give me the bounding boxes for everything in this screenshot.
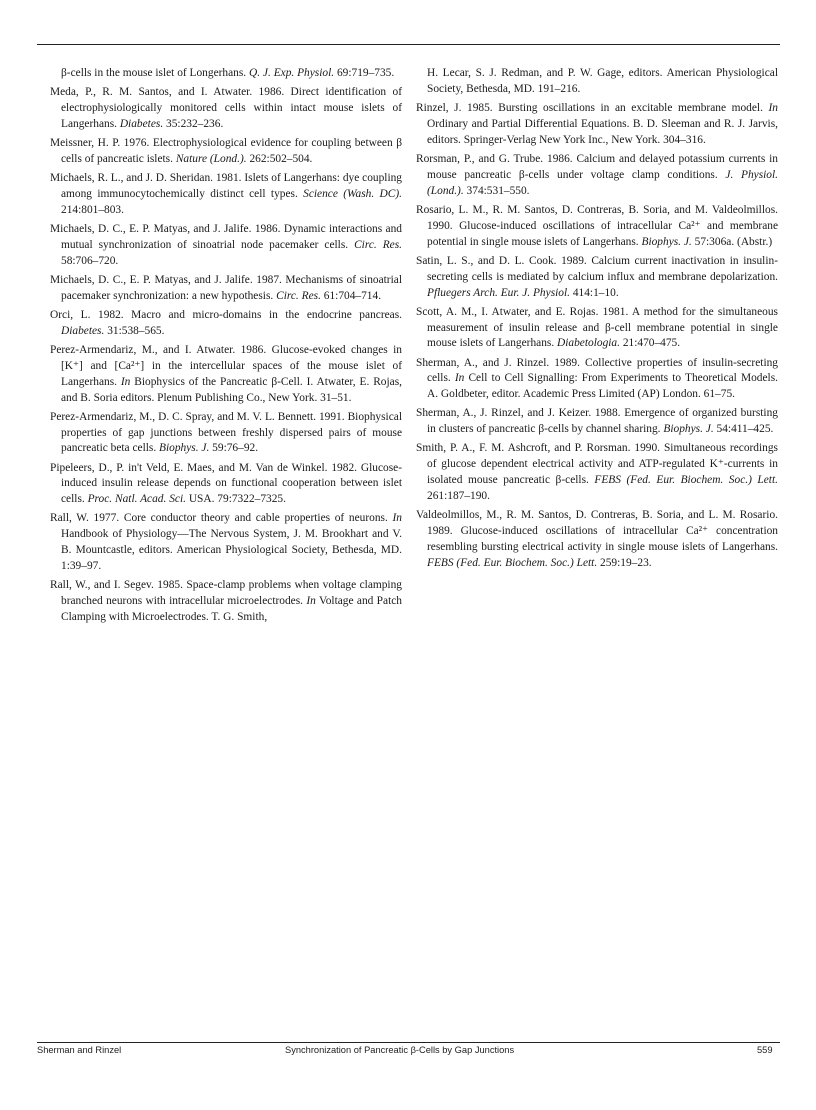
reference-journal: Nature (Lond.). <box>175 152 247 165</box>
header-rule <box>37 44 780 45</box>
reference-text: Meissner, H. P. 1976. Electrophysiological evidence for coupling between β cells of pancreatic islets. <box>50 137 402 165</box>
reference-text: Rall, W. 1977. Core conductor theory and cable properties of neurons. <box>50 512 393 525</box>
reference-text: 61:704–714. <box>320 289 382 302</box>
reference-text: 54:411–425. <box>713 423 774 436</box>
reference-text: Perez-Armendariz, M., D. C. Spray, and M. V. L. Bennett. 1991. Biophysical properties of gap junctions between freshly dispersed pairs of mouse pancreatic beta cells. <box>50 410 402 455</box>
reference-text: Rosario, L. M., R. M. Santos, D. Contreras, B. Soria, and M. Valdeolmillos. 1990. Glucose-induced oscillations of intracellular Ca²⁺ and membrane potential in single mouse islets of Langerhans. <box>416 203 778 248</box>
reference-text: Michaels, D. C., E. P. Matyas, and J. Jalife. 1987. Mechanisms of sinoatrial pacemaker synchronization: a new hypothesis. <box>50 273 402 302</box>
references-left-column <box>50 66 402 629</box>
reference-text: Pipeleers, D., P. in't Veld, E. Maes, and M. Van de Winkel. 1982. Glucose-induced insulin release depends on functional cooperation between islet cells. <box>50 461 402 506</box>
reference-text: Rorsman, P., and G. Trube. 1986. Calcium and delayed potassium currents in mouse pancreatic β-cells under voltage clamp conditions. <box>416 152 778 181</box>
reference-text: 414:1–10. <box>570 286 619 299</box>
footer-rule <box>37 1042 780 1043</box>
reference-entry <box>416 406 778 438</box>
reference-entry <box>50 578 402 626</box>
reference-text: Michaels, D. C., E. P. Matyas, and J. Jalife. 1986. Dynamic interactions and mutual synchronization of sinoatrial node pacemaker cells. <box>50 222 402 251</box>
reference-text: Rinzel, J. 1985. Bursting oscillations in an excitable membrane model. <box>416 102 769 114</box>
reference-text: β-cells in the mouse islet of Longerhans. <box>61 67 250 79</box>
reference-journal: In <box>120 375 131 388</box>
reference-journal: Circ. Res. <box>276 289 321 302</box>
reference-text: 259:19–23. <box>597 556 652 569</box>
reference-entry <box>416 356 778 404</box>
reference-entry <box>50 308 402 340</box>
reference-entry <box>50 511 402 575</box>
reference-journal: Diabetologia. <box>557 337 620 350</box>
reference-journal: In <box>392 512 402 525</box>
reference-text: USA. 79:7322–7325. <box>185 493 286 506</box>
reference-text: 69:719–735. <box>334 67 395 79</box>
reference-text: Smith, P. A., F. M. Ashcroft, and P. Rorsman. 1990. Simultaneous recordings of glucose dependent electrical activity and ATP-regulated K⁺-currents in isolated mouse pancreatic β-cells. <box>416 442 778 487</box>
reference-entry <box>50 136 402 168</box>
reference-entry <box>416 152 778 200</box>
reference-journal: FEBS (Fed. Eur. Biochem. Soc.) Lett. <box>427 556 598 569</box>
reference-journal: Circ. Res. <box>354 238 402 251</box>
reference-entry <box>416 441 778 505</box>
reference-journal: In <box>306 595 316 608</box>
reference-journal: Diabetes. <box>61 324 105 337</box>
reference-journal: Biophys. J. <box>641 235 692 248</box>
reference-journal: Science (Wash. DC). <box>303 187 402 200</box>
reference-entry <box>50 273 402 305</box>
reference-text: 214:801–803. <box>61 203 124 216</box>
reference-text: Biophysics of the Pancreatic β-Cell. I. Atwater, E. Rojas, and B. Soria editors. Plenum Publishing Co., New York. 31–51. <box>61 375 402 404</box>
reference-text: 35:232–236. <box>163 117 224 130</box>
footer-title: Synchronization of Pancreatic β-Cells by Gap Junctions <box>285 1045 515 1055</box>
reference-journal: In <box>768 102 778 114</box>
page-number: 559 <box>757 1045 773 1055</box>
reference-entry <box>50 461 402 509</box>
reference-text: Perez-Armendariz, M., and I. Atwater. 1986. Glucose-evoked changes in [K⁺] and [Ca²⁺] in the intercellular spaces of the mouse islet of Langerhans. <box>50 343 402 388</box>
reference-text: H. Lecar, S. J. Redman, and P. W. Gage, editors. American Physiological Society, Bethesda, MD. 191–216. <box>427 67 778 95</box>
reference-text: Voltage and Patch Clamping with Microelectrodes. T. G. Smith, <box>61 595 402 624</box>
reference-text: Satin, L. S., and D. L. Cook. 1989. Calcium current inactivation in insulin-secreting cells is mediated by calcium influx and membrane depolarization. <box>416 254 778 283</box>
reference-text: 262:502–504. <box>246 152 313 165</box>
reference-journal: Biophys. J. <box>159 442 210 455</box>
reference-text: Valdeolmillos, M., R. M. Santos, D. Contreras, B. Soria, and L. M. Rosario. 1989. Glucose-induced oscillations of intracellular Ca²⁺ concentration resembling bursting electrical activity in single mouse islets of Langerhans. <box>416 509 778 554</box>
reference-text: 374:531–550. <box>463 184 530 197</box>
reference-journal: In <box>454 372 465 385</box>
footer-authors: Sherman and Rinzel <box>37 1045 122 1055</box>
reference-entry <box>416 66 778 98</box>
reference-text: 58:706–720. <box>61 254 119 267</box>
reference-journal: Proc. Natl. Acad. Sci. <box>87 493 186 506</box>
reference-entry <box>50 85 402 133</box>
references-right-column <box>416 66 778 575</box>
reference-text: Michaels, R. L., and J. D. Sheridan. 1981. Islets of Langerhans: dye coupling among immunocytochemically distinct cell types. <box>50 172 402 200</box>
reference-entry <box>416 254 778 302</box>
reference-text: Scott, A. M., I. Atwater, and E. Rojas. 1981. A method for the simultaneous measurement of insulin release and β-cell membrane potential in single mouse islets of Langerhans. <box>416 305 778 350</box>
reference-text: 261:187–190. <box>427 490 490 503</box>
reference-text: Meda, P., R. M. Santos, and I. Atwater. 1986. Direct identification of electrophysiologically monitored cells within intact mouse islets of Langerhans. <box>50 86 402 130</box>
reference-text: Cell to Cell Signalling: From Experiments to Theoretical Models. A. Goldbeter, editor. Academic Press Limited (AP) London. 61–75. <box>427 372 778 401</box>
reference-entry <box>50 171 402 219</box>
reference-entry <box>50 222 402 270</box>
reference-text: 57:306a. (Abstr.) <box>691 235 773 248</box>
reference-text: Sherman, A., and J. Rinzel. 1989. Collective properties of insulin-secreting cells. <box>416 356 778 385</box>
reference-text: Handbook of Physiology—The Nervous System, J. M. Brookhart and V. B. Mountcastle, editors. American Physiological Society, Bethesda, MD. 1:39–97. <box>61 528 402 573</box>
reference-entry <box>416 101 778 149</box>
reference-text: Sherman, A., J. Rinzel, and J. Keizer. 1988. Emergence of organized bursting in clusters of pancreatic β-cells by channel sharing. <box>416 407 778 436</box>
reference-journal: FEBS (Fed. Eur. Biochem. Soc.) Lett. <box>594 474 778 487</box>
reference-journal: Diabetes. <box>119 117 164 130</box>
reference-entry <box>50 410 402 458</box>
reference-journal: Q. J. Exp. Physiol. <box>249 67 335 79</box>
reference-entry <box>416 305 778 353</box>
reference-entry <box>416 508 778 572</box>
reference-text: Rall, W., and I. Segev. 1985. Space-clamp problems when voltage clamping branched neurons with intracellular microelectrodes. <box>50 579 402 608</box>
reference-text: 31:538–565. <box>104 324 165 337</box>
reference-text: 21:470–475. <box>619 337 681 350</box>
reference-journal: Pfluegers Arch. Eur. J. Physiol. <box>427 286 570 299</box>
reference-entry <box>416 203 778 251</box>
reference-text: 59:76–92. <box>209 442 259 455</box>
reference-text: Ordinary and Partial Differential Equations. B. D. Sleeman and R. J. Jarvis, editors. Springer-Verlag New York Inc., New York. 304–316. <box>427 117 778 146</box>
reference-entry <box>50 343 402 407</box>
reference-text: Orci, L. 1982. Macro and micro-domains in the endocrine pancreas. <box>50 308 402 321</box>
reference-entry <box>50 66 402 82</box>
reference-journal: J. Physiol. (Lond.). <box>427 168 779 197</box>
reference-journal: Biophys. J. <box>663 423 714 436</box>
